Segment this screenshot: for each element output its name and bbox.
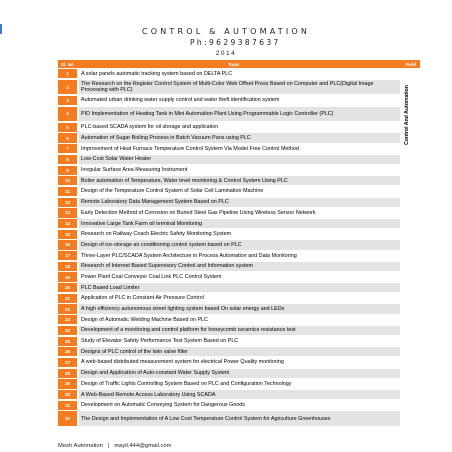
table-row: [58, 80, 420, 95]
row-number: 13: [58, 208, 77, 217]
footer-company: Mesh Automation: [58, 443, 103, 449]
row-topic: The Design and Implementation of A Low Cost Temperature Control System for Agriculture Greenhouses: [79, 411, 400, 426]
table-row: [58, 262, 420, 271]
table-row: [58, 187, 420, 196]
row-topic: Development on Automatic Conveying System for Dangerous Goods: [81, 402, 245, 409]
row-number: 22: [58, 304, 77, 313]
row-number: 21: [58, 294, 77, 303]
footer: [58, 443, 171, 449]
row-topic: Three-Layer PLC/SCADA System Architecture in Process Automation and Data Monitoring: [81, 252, 297, 259]
header-field: Field: [405, 61, 416, 67]
row-number: 18: [58, 262, 77, 271]
row-number: 27: [58, 358, 77, 367]
row-topic: Design of the Temperature Control System of Solar Cell Lamination Machine: [81, 188, 264, 195]
row-topic: Study of Elevator Safety Performance Test System Based on PLC: [81, 338, 239, 345]
table-row: [58, 144, 420, 153]
row-topic: PID Implementation of Heating Tank in Mini Automation Plant Using Programmable Logic Controller (PLC): [79, 107, 400, 122]
row-topic: Automated urban drinking water supply control and water theft identification system: [81, 97, 280, 104]
table-row: [58, 219, 420, 228]
table-row: [58, 176, 420, 185]
footer-email: mayil.444@gmail.com: [114, 443, 172, 449]
row-topic: Research on Railway Coach Electric Safety Monitoring System: [81, 231, 232, 238]
row-topic: A solar panels automatic tracking system based on DELTA PLC: [81, 70, 233, 77]
row-number: 32: [58, 411, 77, 426]
row-number: 4: [58, 107, 77, 122]
row-topic: Low-Cost Solar Water Heater: [79, 155, 400, 164]
row-topic: Design of Automatic Welding Machine Based on PLC: [81, 316, 208, 323]
table-row: [58, 401, 420, 410]
row-topic: Early Detection Method of Corrosion on Buried Steel Gas Pipeline Using Wireless Sensor Network: [81, 209, 316, 216]
brand-title: CONTROL & AUTOMATION: [141, 27, 311, 36]
row-topic: Application of PLC in Constant Air Pressure Control: [81, 295, 204, 302]
row-number: 5: [58, 123, 77, 132]
row-topic: Improvement of Heat Furnace Temperature Control System Via Model Free Control Method: [81, 145, 299, 152]
row-number: 12: [58, 198, 77, 207]
row-topic: Innovative Large Tank Farm oil terminal Monitoring: [79, 219, 400, 228]
phone-number: Ph:9629387637: [190, 38, 281, 47]
row-number: 2: [58, 80, 77, 95]
table-row: [58, 369, 420, 378]
table-row: [58, 133, 420, 142]
row-topic: The Research on the Register Control System of Multi-Color Web Offset Press Based on Computer and PLC(Digital Image Processing with PLC): [79, 80, 400, 95]
header-topic: Topic: [228, 61, 240, 67]
table-row: [58, 69, 420, 78]
row-number: 23: [58, 315, 77, 324]
row-topic: Design and Application of Auto-constant Water Supply System: [79, 369, 400, 378]
table-header: [58, 60, 420, 68]
table-row: [58, 251, 420, 260]
table-row: [58, 379, 420, 388]
row-topic: PLC-based SCADA system for oil storage and application: [81, 124, 219, 131]
row-topic: Automation of Sugar Boiling Process in Batch Vacuum Pans using PLC: [79, 133, 400, 142]
topics-table: [58, 69, 420, 428]
row-number: 15: [58, 230, 77, 239]
row-topic: Design of Traffic Lights Controlling System Based on PLC and Configuration Technology: [81, 380, 292, 387]
row-topic: Remote Laboratory Data Management System Based on PLC: [79, 198, 400, 207]
row-number: 24: [58, 326, 77, 335]
table-row: [58, 390, 420, 399]
row-topic: Irregular Surface Area Measuring Instrument: [81, 167, 188, 174]
row-topic: Research of Internet Based Supervisory Control and Information system: [79, 262, 400, 271]
table-row: [58, 358, 420, 367]
row-number: 7: [58, 144, 77, 153]
row-number: 28: [58, 369, 77, 378]
row-number: 16: [58, 240, 77, 249]
row-number: 30: [58, 390, 77, 399]
row-number: 14: [58, 219, 77, 228]
row-number: 26: [58, 347, 77, 356]
table-row: [58, 326, 420, 335]
row-number: 8: [58, 155, 77, 164]
table-row: [58, 166, 420, 175]
field-label-text: Control And Automation: [404, 85, 410, 145]
row-number: 20: [58, 283, 77, 292]
table-row: [58, 208, 420, 217]
row-number: 9: [58, 166, 77, 175]
field-label: [400, 80, 414, 150]
year-heading: 2014: [215, 50, 237, 57]
row-topic: Designs of PLC control of the twin valve filter: [79, 347, 400, 356]
header-sl-no: Sl. No: [61, 61, 74, 67]
row-number: 25: [58, 337, 77, 346]
row-number: 3: [58, 96, 77, 105]
table-row: [58, 315, 420, 324]
row-topic: A web-based distributed measurement system for electrical Power Quality monitoring: [81, 359, 284, 366]
table-row: [58, 294, 420, 303]
row-number: 17: [58, 251, 77, 260]
row-number: 1: [58, 69, 77, 78]
row-topic: Power Plant Coal Conveyer Coal Link PLC Control System: [81, 273, 222, 280]
row-number: 19: [58, 272, 77, 281]
table-row: [58, 347, 420, 356]
row-topic: Development of a monitoring and control platform for honeycomb ceramics resistance test: [79, 326, 400, 335]
table-row: [58, 96, 420, 105]
row-number: 31: [58, 401, 77, 410]
table-row: [58, 198, 420, 207]
table-row: [58, 230, 420, 239]
footer-separator: |: [107, 443, 110, 449]
row-number: 10: [58, 176, 77, 185]
row-topic: A Web-Based Remote Access Laboratory Using SCADA: [79, 390, 400, 399]
table-row: [58, 155, 420, 164]
row-topic: Boiler automation of Temperature, Water level monitoring & Control System Using PLC: [79, 176, 400, 185]
table-row: [58, 283, 420, 292]
row-topic: Design of ice-storage air conditioning control system based on PLC: [79, 240, 400, 249]
table-row: [58, 304, 420, 313]
row-number: 29: [58, 379, 77, 388]
table-row: [58, 411, 420, 426]
table-row: [58, 123, 420, 132]
row-topic: A high efficiency autonomous street lighting system based On solar energy and LEDs: [79, 304, 400, 313]
table-row: [58, 240, 420, 249]
row-number: 11: [58, 187, 77, 196]
table-row: [58, 107, 420, 122]
table-row: [58, 272, 420, 281]
table-row: [58, 337, 420, 346]
row-number: 6: [58, 133, 77, 142]
row-topic: PLC Based Load Limiter: [79, 283, 400, 292]
